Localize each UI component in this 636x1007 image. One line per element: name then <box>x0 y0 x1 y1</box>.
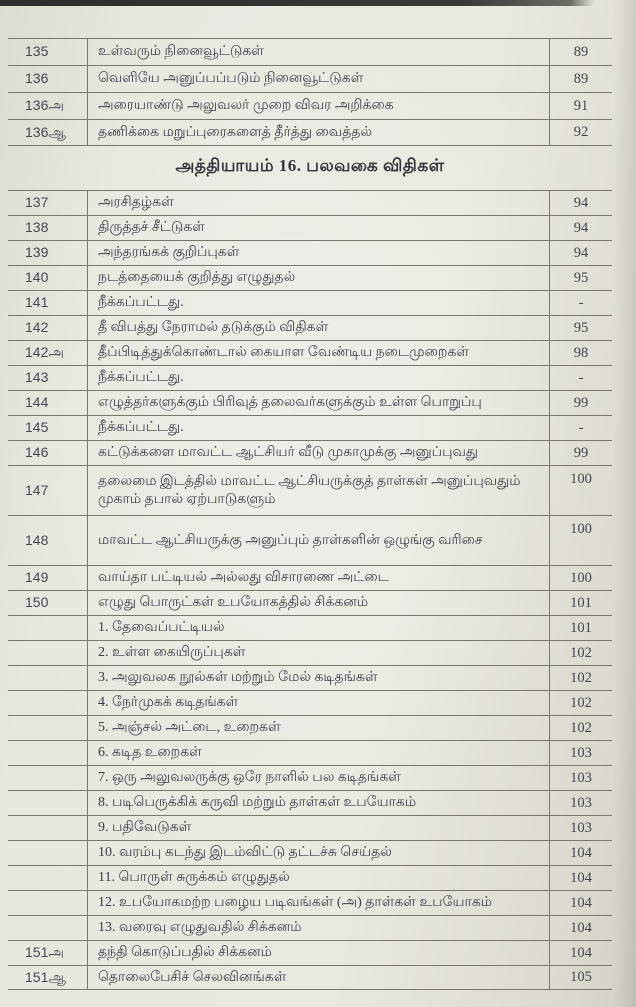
rule-number: 148 <box>8 516 88 565</box>
page-number: 94 <box>549 241 612 265</box>
rule-title: 11. பொருள் சுருக்கம் எழுதுதல் <box>98 870 290 886</box>
rule-title: 12. உபயோகமற்ற பழைய படிவங்கள் (அ) தாள்கள் உபயோகம் <box>98 895 493 911</box>
page-number: 94 <box>549 191 612 215</box>
scan-top-edge <box>0 0 594 6</box>
toc-row <box>8 690 612 715</box>
rule-title: 2. உள்ள கையிருப்புகள் <box>98 645 246 661</box>
rule-title: அரசிதழ்கள் <box>98 195 174 211</box>
toc-table-top <box>8 38 612 146</box>
rule-title: தலைமை இடத்தில் மாவட்ட ஆட்சியருக்குத் தாள்கள் அனுப்புவதும் முகாம் தபால் ஏற்பாடுகளும் <box>98 474 521 507</box>
rule-title: 5. அஞ்சல் அட்டை, உறைகள் <box>98 720 281 736</box>
page-number: 89 <box>549 39 612 65</box>
toc-row <box>8 65 612 92</box>
rule-title: 1. தேவைப்பட்டியல் <box>98 620 225 636</box>
toc-row <box>8 865 612 890</box>
toc-row <box>8 615 612 640</box>
page-number: - <box>549 416 612 440</box>
rule-number: 141 <box>8 291 88 315</box>
rule-number: 136அ <box>8 93 88 119</box>
rule-number <box>8 641 88 665</box>
page-number: 102 <box>549 641 612 665</box>
toc-row <box>8 190 612 215</box>
rule-title: 6. கடித உறைகள் <box>98 745 202 761</box>
toc-table-chapter16 <box>8 190 612 990</box>
rule-title: நடத்தையைக் குறித்து எழுதுதல் <box>98 270 296 286</box>
page-number: 104 <box>549 941 612 965</box>
toc-row <box>8 390 612 415</box>
page-number: 102 <box>549 666 612 690</box>
page-number: 105 <box>549 966 612 989</box>
rule-title: 10. வரம்பு கடந்து இடம்விட்டு தட்டச்சு செய்தல் <box>98 845 392 861</box>
toc-row <box>8 765 612 790</box>
page-number: 92 <box>549 120 612 145</box>
page-number: 99 <box>549 391 612 415</box>
rule-number: 135 <box>8 39 88 65</box>
toc-row <box>8 965 612 990</box>
toc-row <box>8 790 612 815</box>
rule-title: 9. பதிவேடுகள் <box>98 820 192 836</box>
rule-number: 136ஆ <box>8 120 88 145</box>
toc-row <box>8 840 612 865</box>
rule-title: 3. அலுவலக நூல்கள் மற்றும் மேல் கடிதங்கள் <box>98 670 378 686</box>
page-number: 99 <box>549 441 612 465</box>
page-number: 102 <box>549 691 612 715</box>
page-number: - <box>549 291 612 315</box>
rule-number <box>8 916 88 940</box>
toc-row <box>8 465 612 515</box>
toc-row <box>8 565 612 590</box>
rule-title: தணிக்கை மறுப்புரைகளைத் தீர்த்து வைத்தல் <box>98 124 373 140</box>
rule-title: தீப்பிடித்துக்கொண்டால் கையாள வேண்டிய நடைமுறைகள் <box>98 345 469 361</box>
rule-title: தொலைபேசிச் செலவினங்கள் <box>98 969 287 985</box>
toc-row <box>8 240 612 265</box>
toc-row <box>8 665 612 690</box>
rule-number: 146 <box>8 441 88 465</box>
rule-title: 8. படிபெருக்கிக் கருவி மற்றும் தாள்கள் உபயோகம் <box>98 795 417 811</box>
rule-number <box>8 666 88 690</box>
page-number: 100 <box>549 466 612 515</box>
rule-title: மாவட்ட ஆட்சியருக்கு அனுப்பும் தாள்களின் ஒழுங்கு வரிசை <box>98 532 483 548</box>
rule-title: 4. நேர்முகக் கடிதங்கள் <box>98 695 239 711</box>
rule-number <box>8 791 88 815</box>
page-number: 103 <box>549 791 612 815</box>
page-number: 103 <box>549 816 612 840</box>
toc-row <box>8 415 612 440</box>
page-number: 102 <box>549 716 612 740</box>
toc-row <box>8 365 612 390</box>
page-number: 95 <box>549 316 612 340</box>
toc-row <box>8 119 612 146</box>
rule-number: 140 <box>8 266 88 290</box>
rule-number: 151அ <box>8 941 88 965</box>
rule-number <box>8 866 88 890</box>
rule-number: 138 <box>8 216 88 240</box>
rule-title: அரையாண்டு அலுவலர் முறை விவர அறிக்கை <box>98 98 394 114</box>
rule-number: 142அ <box>8 341 88 365</box>
rule-title: நீக்கப்பட்டது. <box>98 295 184 311</box>
rule-number: 142 <box>8 316 88 340</box>
rule-number: 150 <box>8 591 88 615</box>
page-number: 98 <box>549 341 612 365</box>
rule-number <box>8 766 88 790</box>
page-number: 101 <box>549 616 612 640</box>
page-number: 104 <box>549 891 612 915</box>
toc-row <box>8 290 612 315</box>
page-number: 104 <box>549 841 612 865</box>
toc-row <box>8 815 612 840</box>
page-number: 100 <box>549 516 612 565</box>
rule-title: திருத்தச் சீட்டுகள் <box>98 220 205 236</box>
rule-number <box>8 841 88 865</box>
rule-number: 149 <box>8 566 88 590</box>
page-number: 103 <box>549 741 612 765</box>
chapter-heading: அத்தியாயம் 16. பலவகை விதிகள் <box>175 156 445 175</box>
rule-number <box>8 741 88 765</box>
toc-row <box>8 915 612 940</box>
rule-number <box>8 891 88 915</box>
rule-title: தீ விபத்து நேராமல் தடுக்கும் விதிகள் <box>98 320 329 336</box>
rule-title: தந்தி கொடுப்பதில் சிக்கனம் <box>98 945 272 961</box>
rule-number <box>8 816 88 840</box>
page-number: 101 <box>549 591 612 615</box>
rule-number: 144 <box>8 391 88 415</box>
toc-row <box>8 590 612 615</box>
rule-title: கட்டுக்களை மாவட்ட ஆட்சியர் வீடு முகாமுக்கு அனுப்புவது <box>98 445 479 461</box>
page-number: 104 <box>549 916 612 940</box>
toc-row <box>8 890 612 915</box>
toc-row <box>8 265 612 290</box>
toc-row <box>8 640 612 665</box>
page-number: - <box>549 366 612 390</box>
toc-row <box>8 38 612 65</box>
rule-title: எழுத்தர்களுக்கும் பிரிவுத் தலைவர்களுக்கும் உள்ள பொறுப்பு <box>98 395 482 411</box>
toc-row <box>8 940 612 965</box>
rule-number <box>8 716 88 740</box>
rule-title: நீக்கப்பட்டது. <box>98 420 184 436</box>
page-number: 89 <box>549 66 612 92</box>
rule-title: வாய்தா பட்டியல் அல்லது விசாரணை அட்டை <box>98 570 389 586</box>
toc-row <box>8 215 612 240</box>
page-number: 104 <box>549 866 612 890</box>
rule-number: 145 <box>8 416 88 440</box>
toc-row <box>8 340 612 365</box>
page-number: 100 <box>549 566 612 590</box>
rule-title: எழுது பொருட்கள் உபயோகத்தில் சிக்கனம் <box>98 595 369 611</box>
rule-number: 147 <box>8 466 88 515</box>
page-number: 91 <box>549 93 612 119</box>
rule-number: 136 <box>8 66 88 92</box>
toc-row <box>8 92 612 119</box>
toc-row <box>8 315 612 340</box>
toc-row <box>8 715 612 740</box>
rule-title: உள்வரும் நினைவூட்டுகள் <box>98 44 264 60</box>
rule-title: 7. ஒரு அலுவலருக்கு ஒரே நாளில் பல கடிதங்கள் <box>98 770 401 786</box>
rule-number: 139 <box>8 241 88 265</box>
page-number: 94 <box>549 216 612 240</box>
page-number: 103 <box>549 766 612 790</box>
rule-number: 143 <box>8 366 88 390</box>
rule-title: நீக்கப்பட்டது. <box>98 370 184 386</box>
toc-row <box>8 440 612 465</box>
toc-row <box>8 515 612 565</box>
rule-number <box>8 691 88 715</box>
rule-title: அந்தரங்கக் குறிப்புகள் <box>98 245 240 261</box>
rule-title: 13. வரைவு எழுதுவதில் சிக்கனம் <box>98 920 302 936</box>
rule-number: 151ஆ <box>8 966 88 989</box>
toc-row <box>8 740 612 765</box>
rule-title: வெளியே அனுப்பப்படும் நினைவூட்டுகள் <box>98 71 364 87</box>
rule-number <box>8 616 88 640</box>
rule-number: 137 <box>8 191 88 215</box>
page-number: 95 <box>549 266 612 290</box>
